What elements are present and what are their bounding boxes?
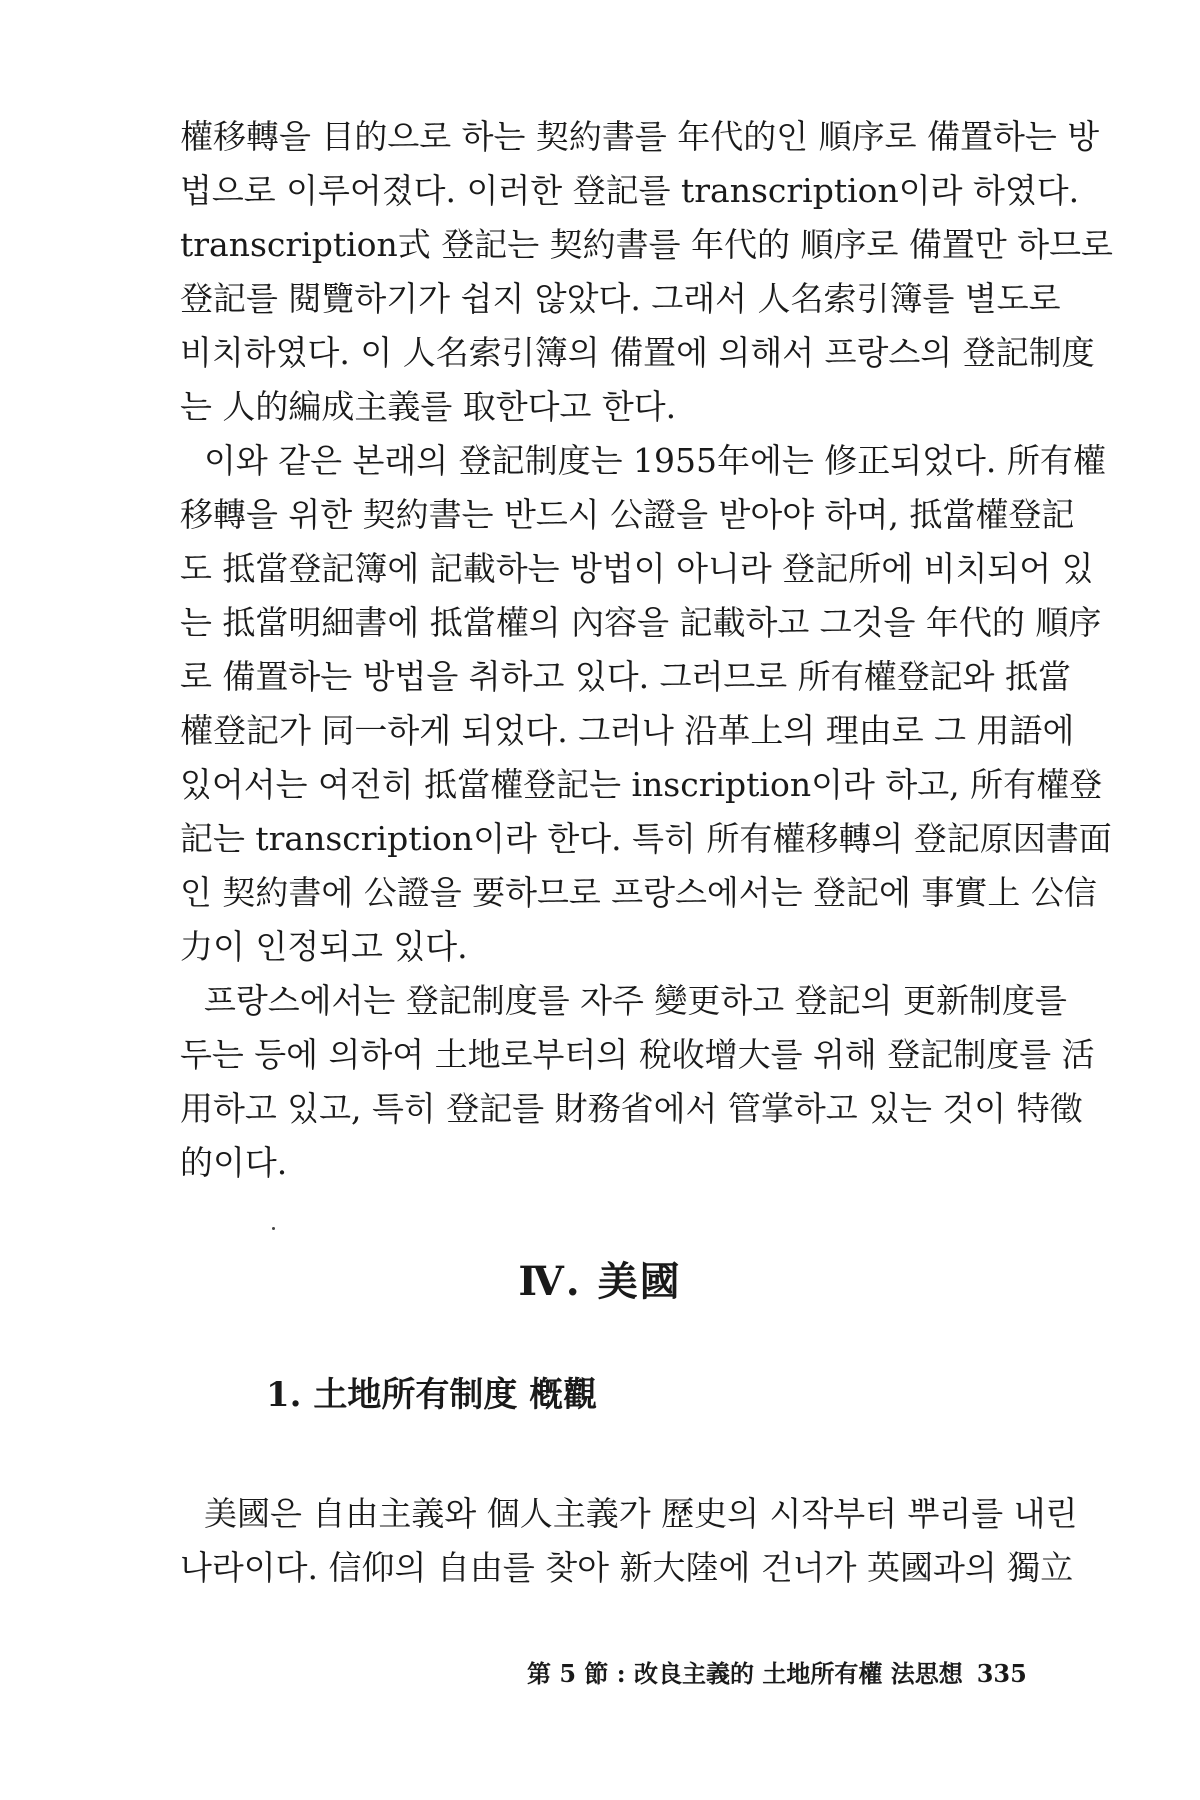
text-line: 있어서는 여전히 抵當權登記는 inscription이라 하고, 所有權登	[180, 765, 1103, 804]
text-line: 법으로 이루어졌다. 이러한 登記를 transcription이라 하였다.	[180, 171, 1080, 210]
text-line: 는 抵當明細書에 抵當權의 內容을 記載하고 그것을 年代的 順序	[180, 603, 1102, 642]
text-line: 權登記가 同一하게 되었다. 그러나 沿革上의 理由로 그 用語에	[180, 711, 1075, 750]
page-footer	[527, 1654, 1027, 1689]
text-line: 的이다.	[180, 1143, 288, 1182]
text-line: 비치하였다. 이 人名索引簿의 備置에 의해서 프랑스의 登記制度	[180, 333, 1095, 372]
text-line: 이와 같은 본래의 登記制度는 1955年에는 修正되었다. 所有權	[204, 441, 1106, 480]
text-line: 로 備置하는 방법을 취하고 있다. 그러므로 所有權登記와 抵當	[180, 657, 1071, 696]
text-line: 도 抵當登記簿에 記載하는 방법이 아니라 登記所에 비치되어 있	[180, 549, 1094, 588]
text-line: 인 契約書에 公證을 要하므로 프랑스에서는 登記에 事實上 公信	[180, 873, 1097, 912]
running-title: 第 5 節 : 改良主義的 土地所有權 法思想	[527, 1659, 963, 1688]
text-line: 나라이다. 信仰의 自由를 찾아 新大陸에 건너가 英國과의 獨立	[180, 1548, 1074, 1587]
text-line: 移轉을 위한 契約書는 반드시 公證을 받아야 하며, 抵當權登記	[180, 495, 1075, 534]
text-line: 權移轉을 目的으로 하는 契約書를 年代的인 順序로 備置하는 방	[180, 117, 1100, 156]
text-line: 두는 등에 의하여 土地로부터의 稅收增大를 위해 登記制度를 活	[180, 1035, 1095, 1074]
speck-mark	[272, 1227, 275, 1230]
text-line: 力이 인정되고 있다.	[180, 927, 468, 966]
text-line: 는 人的編成主義를 取한다고 한다.	[180, 387, 677, 426]
text-line: 美國은 自由主義와 個人主義가 歷史의 시작부터 뿌리를 내린	[204, 1494, 1078, 1533]
text-line: 登記를 閱覽하기가 쉽지 않았다. 그래서 人名索引簿를 별도로	[180, 279, 1061, 318]
page-number: 335	[976, 1659, 1027, 1688]
section-heading: Ⅳ. 美國	[518, 1258, 682, 1305]
text-line: transcription式 登記는 契約書를 年代的 順序로 備置만 하므로	[180, 225, 1113, 264]
text-line: 프랑스에서는 登記制度를 자주 變更하고 登記의 更新制度를	[204, 981, 1067, 1020]
text-line: 記는 transcription이라 한다. 특히 所有權移轉의 登記原因書面	[180, 819, 1112, 858]
sub-heading: 1. 土地所有制度 槪觀	[266, 1375, 598, 1415]
text-line: 用하고 있고, 특히 登記를 財務省에서 管掌하고 있는 것이 特徵	[180, 1089, 1083, 1128]
